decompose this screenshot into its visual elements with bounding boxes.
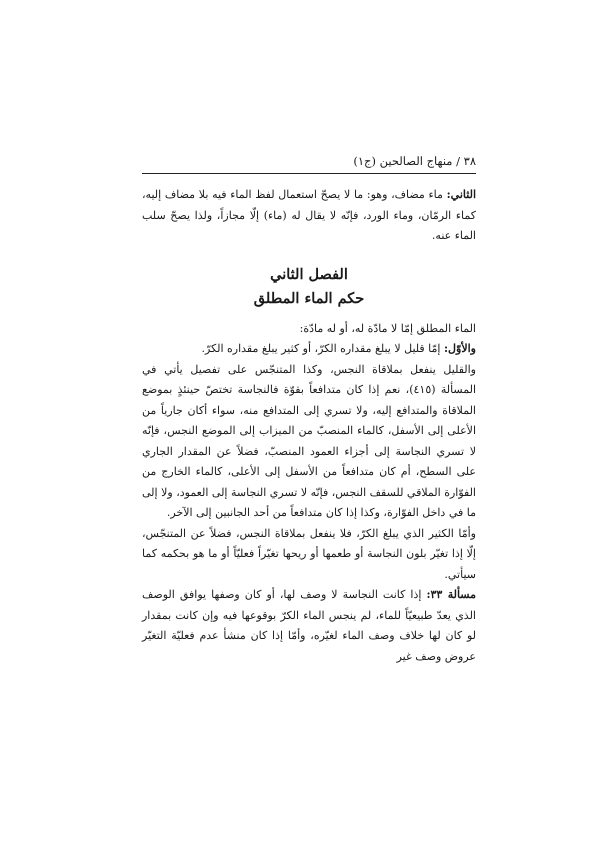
intro-text: ماء مضاف، وهو: ما لا يصحّ استعمال لفظ الماء فيه بلا مضاف إليه، كماء الرمّان، وماء الورد، فإنّه لا يقال له (ماء) إلّا مجازاً، ولذا يصحّ سلب الماء عنه. xyxy=(142,188,476,242)
issue-33-label: مسألة ٣٣: xyxy=(426,588,476,601)
running-header xyxy=(142,153,476,174)
paragraph-2-label: والأوّل: xyxy=(443,342,476,355)
chapter-subtitle: حكم الماء المطلق xyxy=(253,289,365,307)
running-head-text: ٣٨ / منهاج الصالحين (ج١) xyxy=(353,154,476,168)
paragraph-4: وأمّا الكثير الذي يبلغ الكرّ، فلا ينفعل بملاقاة النجس، فضلاً عن المتنجّس، إلّا إذا تغيّر بلون النجاسة أو طعمها أو ريحها تغيّراً فعليّاً أو ما هو بحكمه كما سيأتي. xyxy=(142,526,476,581)
paragraph-2 xyxy=(142,339,476,360)
issue-33-text: إذا كانت النجاسة لا وصف لها، أو كان وصفها يوافق الوصف الذي يعدّ طبيعيّاً للماء، لم ينجس الماء الكرّ بوقوعها فيه وإن كانت بمقدار لو كان لها خلاف وصف الماء لغيّره، وأمّا إذا كان منشأ عدم فعليّة التغيّر عروض وصف غير xyxy=(142,588,476,663)
paragraph-2-text: إمّا قليل لا يبلغ مقداره الكرّ، أو كثير يبلغ مقداره الكرّ. xyxy=(201,342,444,355)
page-body xyxy=(142,185,476,667)
intro-label: الثاني: xyxy=(446,188,476,201)
intro-paragraph xyxy=(142,185,476,247)
paragraph-5 xyxy=(142,585,476,667)
paragraph-3: والقليل ينفعل بملاقاة النجس، وكذا المتنجّس على تفصيل يأتي في المسألة (٤١٥)، نعم إذا كان متدافعاً بقوّة فالنجاسة تختصّ حينئذٍ بموضع الملاقاة والمتدافع إليه، ولا تسري إلى المتدافع منه، سواء أكان جارياً من الأعلى إلى الأسفل، كالماء المنصبّ من الميزاب إلى الموضع النجس، فإنّه لا تسري النجاسة إلى أجزاء العمود المنصبّ، فضلاً عن المقدار الجاري على السطح، أم كان متدافعاً من الأسفل إلى الأعلى، كالماء الخارج من الفوّارة الملاقي للسقف النجس، فإنّه لا تسري النجاسة إلى العمود، ولا إلى ما في داخل الفوّارة، وكذا إذا كان متدافعاً من أحد الجانبين إلى الآخر. xyxy=(142,362,476,519)
paragraph-1: الماء المطلق إمّا لا مادّة له، أو له مادّة: xyxy=(299,321,476,335)
chapter-title: الفصل الثاني xyxy=(270,265,348,283)
